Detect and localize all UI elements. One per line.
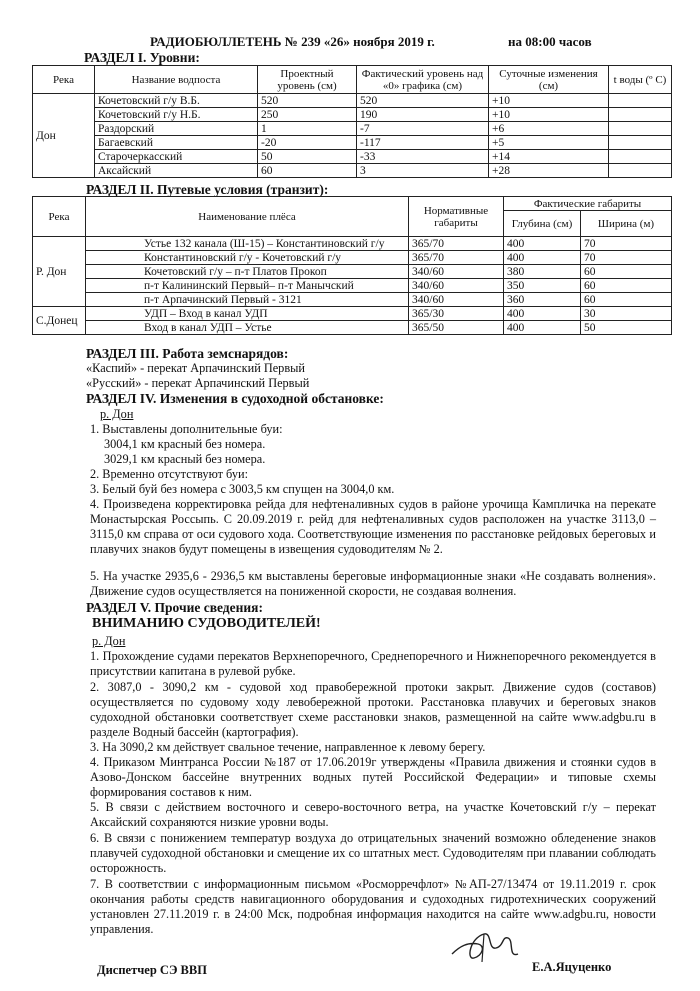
note-item-7: 7. В соответствии с информационным письмом «Росморречфлот» №АП-27/13474 от 19.11.2019 г. срок окончания работы средств навигационного оборудования и судоходных гидротехнических сооружений установлен 27.11.2019 г. в 24:00 Мск, подробная информация находится на сайте www.adgbu.ru, новости управления. [90, 877, 656, 936]
reach-cell: п-т Арпачинский Первый - 3121 [86, 293, 409, 307]
width-cell: 70 [581, 251, 672, 265]
norm-cell: 365/70 [409, 251, 504, 265]
actual-cell: 520 [357, 94, 489, 108]
actual-cell: -7 [357, 122, 489, 136]
dispatcher-position: Диспетчер СЭ ВВП [97, 963, 207, 977]
depth-cell: 380 [504, 265, 581, 279]
reach-cell: п-т Калининский Первый– п-т Манычский [86, 279, 409, 293]
table-row [33, 279, 672, 293]
change-cell: +10 [489, 94, 609, 108]
bulletin-time: на 08:00 часов [508, 34, 592, 49]
col-reach: Наименование плёса [86, 197, 409, 237]
norm-cell: 340/60 [409, 265, 504, 279]
width-cell: 70 [581, 237, 672, 251]
change-cell: +6 [489, 122, 609, 136]
temp-cell [609, 164, 672, 178]
col-river: Река [33, 197, 86, 237]
width-cell: 60 [581, 279, 672, 293]
reach-cell: Вход в канал УДП – Устье [86, 321, 409, 335]
col-design-level: Проектный уровень (см) [258, 66, 357, 94]
change-item-1a: 3004,1 км красный без номера. [104, 437, 266, 451]
actual-cell: 190 [357, 108, 489, 122]
depth-cell: 350 [504, 279, 581, 293]
temp-cell [609, 108, 672, 122]
design-cell: 250 [258, 108, 357, 122]
depth-cell: 360 [504, 293, 581, 307]
river-cell: Р. Дон [33, 237, 86, 307]
section4-title: РАЗДЕЛ IV. Изменения в судоходной обстановке: [86, 391, 384, 406]
section1-title: РАЗДЕЛ I. Уровни: [84, 50, 200, 65]
river-cell: Дон [33, 94, 95, 178]
norm-cell: 365/50 [409, 321, 504, 335]
dispatcher-name: Е.А.Яцуценко [532, 960, 612, 974]
temp-cell [609, 150, 672, 164]
note-item-2: 2. 3087,0 - 3090,2 км - судовой ход правобережной протоки закрыт. Движение судов (составов) осуществляется по судовому ходу левобережной протоки. Расстановка плавучих и береговых знаков судоходной обстановки соответствует схеме расстановки знаков, размещенной на сайте www.adgbu.ru в разделе Водный бассейн (картография). [90, 680, 656, 739]
change-item-1b: 3029,1 км красный без номера. [104, 452, 266, 466]
transit-table [32, 196, 672, 335]
actual-cell: -117 [357, 136, 489, 150]
table-row [33, 108, 672, 122]
table-row [33, 251, 672, 265]
norm-cell: 365/70 [409, 237, 504, 251]
change-item-3: 3. Белый буй без номера с 3003,5 км спущен на 3004,0 км. [90, 482, 395, 496]
design-cell: -20 [258, 136, 357, 150]
temp-cell [609, 94, 672, 108]
actual-cell: 3 [357, 164, 489, 178]
reach-cell: Кочетовский г/у – п-т Платов Прокоп [86, 265, 409, 279]
table-row [33, 94, 672, 108]
bulletin-title: РАДИОБЮЛЛЕТЕНЬ № 239 «26» ноября 2019 г. [150, 34, 435, 49]
width-cell: 30 [581, 307, 672, 321]
design-cell: 520 [258, 94, 357, 108]
design-cell: 60 [258, 164, 357, 178]
norm-cell: 340/60 [409, 279, 504, 293]
table-row [33, 237, 672, 251]
width-cell: 50 [581, 321, 672, 335]
change-cell: +5 [489, 136, 609, 150]
levels-table [32, 65, 672, 178]
depth-cell: 400 [504, 251, 581, 265]
post-cell: Багаевский [95, 136, 258, 150]
actual-cell: -33 [357, 150, 489, 164]
change-item-5: 5. На участке 2935,6 - 2936,5 км выставлены береговые информационные знаки «Не создавать волнения». Движение судов осуществляется на пониженной скорости, не создавая волнения. [90, 569, 656, 598]
col-post: Название водпоста [95, 66, 258, 94]
change-item-4: 4. Произведена корректировка рейда для нефтеналивных судов в районе урочища Кампличка на перекате Монастырская Россыпь. С 20.09.2019 г. рейд для нефтеналивных судов расположен на участке 3113,0 – 3115,0 км справа от оси судового хода. Соответствующие изменения по расстановке рейдовых береговых и плавучих знаков будут помещены в извещения судоводителям № 2. [90, 497, 656, 556]
section5-title: РАЗДЕЛ V. Прочие сведения: [86, 600, 263, 615]
post-cell: Раздорский [95, 122, 258, 136]
width-cell: 60 [581, 293, 672, 307]
col-daily-change: Суточные изменения (см) [489, 66, 609, 94]
table-row [33, 265, 672, 279]
reach-cell: Устье 132 канала (Ш-15) – Константиновский г/у [86, 237, 409, 251]
note-item-5: 5. В связи с действием восточного и северо-восточного ветра, на участке Кочетовский г/у – перекат Аксайский сохраняются низкие уровни воды. [90, 800, 656, 829]
table-row [33, 321, 672, 335]
dredger-item: «Русский» - перекат Арпачинский Первый [86, 376, 310, 390]
reach-cell: Константиновский г/у - Кочетовский г/у [86, 251, 409, 265]
table-row [33, 293, 672, 307]
change-cell: +10 [489, 108, 609, 122]
change-cell: +14 [489, 150, 609, 164]
temp-cell [609, 122, 672, 136]
depth-cell: 400 [504, 237, 581, 251]
table-row [33, 307, 672, 321]
note-item-6: 6. В связи с понижением температур воздуха до отрицательных значений возможно обледенение знаков плавучей судоходной обстановки и смещение их со штатных мест. Судоводителям при плавании соблюдать осторожность. [90, 831, 656, 875]
note-item-1: 1. Прохождение судами перекатов Верхнепоречного, Среднепоречного и Нижнепоречного рекомендуется в присутствии капитана в рулевой рубке. [90, 649, 656, 678]
table-row [33, 122, 672, 136]
norm-cell: 365/30 [409, 307, 504, 321]
post-cell: Кочетовский г/у В.Б. [95, 94, 258, 108]
river-cell: С.Донец [33, 307, 86, 335]
change-item-1: 1. Выставлены дополнительные буи: [90, 422, 283, 436]
table-row [33, 136, 672, 150]
table-row [33, 164, 672, 178]
design-cell: 1 [258, 122, 357, 136]
col-width: Ширина (м) [581, 211, 672, 237]
post-cell: Кочетовский г/у Н.Б. [95, 108, 258, 122]
depth-cell: 400 [504, 321, 581, 335]
handwritten-signature [448, 928, 528, 964]
post-cell: Аксайский [95, 164, 258, 178]
attention-heading: ВНИМАНИЮ СУДОВОДИТЕЛЕЙ! [92, 616, 321, 631]
width-cell: 60 [581, 265, 672, 279]
table-row [33, 150, 672, 164]
section4-river: р. Дон [100, 407, 134, 421]
note-item-4: 4. Приказом Минтранса России №187 от 17.06.2019г утверждены «Правила движения и стоянки судов в Азово-Донском бассейне внутренних водных путей Российской Федерации» и типовые схемы формирования составов к ним. [90, 755, 656, 799]
section2-title: РАЗДЕЛ II. Путевые условия (транзит): [86, 182, 329, 197]
reach-cell: УДП – Вход в канал УДП [86, 307, 409, 321]
col-water-temp: t воды (º C) [609, 66, 672, 94]
section3-title: РАЗДЕЛ III. Работа земснарядов: [86, 346, 289, 361]
col-norm: Нормативные габариты [409, 197, 504, 237]
col-actual-dims: Фактические габариты [504, 197, 672, 211]
section5-river: р. Дон [92, 634, 126, 648]
dredger-item: «Каспий» - перекат Арпачинский Первый [86, 361, 305, 375]
temp-cell [609, 136, 672, 150]
norm-cell: 340/60 [409, 293, 504, 307]
change-item-2: 2. Временно отсутствуют буи: [90, 467, 248, 481]
design-cell: 50 [258, 150, 357, 164]
col-depth: Глубина (см) [504, 211, 581, 237]
col-actual-level: Фактический уровень над «0» графика (см) [357, 66, 489, 94]
change-cell: +28 [489, 164, 609, 178]
col-river: Река [33, 66, 95, 94]
note-item-3: 3. На 3090,2 км действует свальное течение, направленное к левому берегу. [90, 740, 486, 754]
depth-cell: 400 [504, 307, 581, 321]
post-cell: Старочеркасский [95, 150, 258, 164]
